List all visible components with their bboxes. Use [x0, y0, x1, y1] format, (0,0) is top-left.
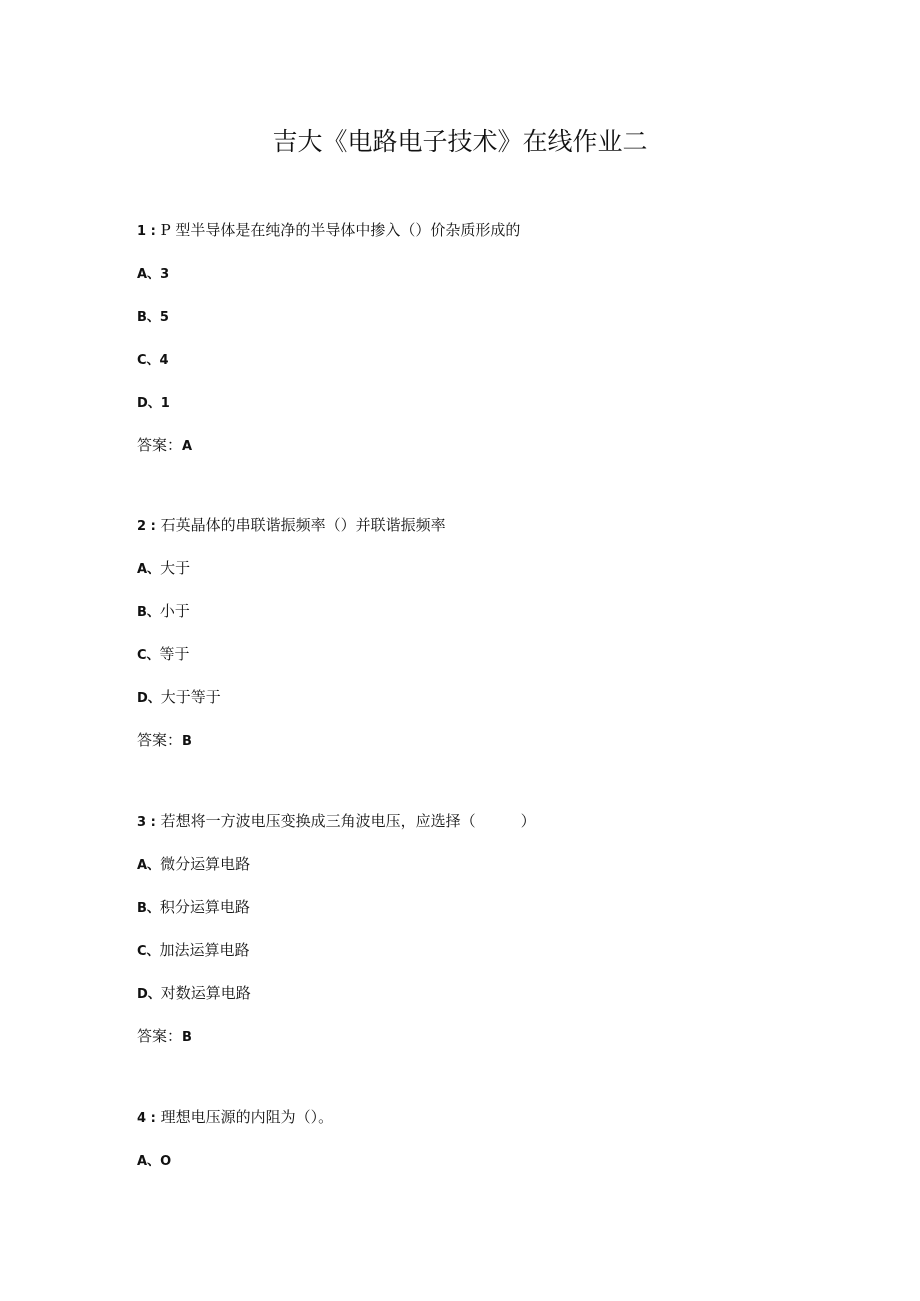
page-title: 吉大《电路电子技术》在线作业二 — [272, 127, 648, 156]
option-text: 3 — [160, 267, 170, 282]
question-number: 4 : — [137, 1111, 156, 1126]
answer-value: B — [182, 1030, 192, 1045]
option-b — [137, 897, 837, 940]
option-text: 积分运算电路 — [159, 898, 250, 916]
option-a — [137, 1150, 837, 1193]
question-number: 3 : — [137, 815, 156, 830]
question-3 — [137, 811, 837, 1069]
option-c — [137, 940, 837, 983]
option-text: 1 — [160, 396, 170, 411]
question-4 — [137, 1107, 837, 1193]
option-c — [137, 349, 837, 392]
option-key: D、 — [137, 396, 161, 411]
option-text: 大于 — [160, 559, 191, 577]
option-d — [137, 687, 837, 730]
option-a — [137, 558, 837, 601]
option-text: 等于 — [159, 645, 190, 663]
option-a — [137, 263, 837, 306]
option-key: A、 — [137, 562, 161, 577]
option-key: D、 — [137, 987, 161, 1002]
option-text: 4 — [159, 353, 169, 368]
option-key: A、 — [137, 1154, 161, 1169]
question-number: 1 : — [137, 224, 156, 239]
question-stem — [137, 220, 837, 263]
question-2 — [137, 515, 837, 773]
option-text: 大于等于 — [160, 688, 221, 706]
option-d — [137, 392, 837, 435]
option-text: 5 — [159, 310, 169, 325]
option-key: B、 — [137, 901, 160, 916]
question-number: 2 : — [137, 519, 156, 534]
answer-label: 答案： — [137, 1027, 183, 1045]
answer-value: B — [182, 734, 192, 749]
option-text: 微分运算电路 — [160, 855, 251, 873]
option-key: D、 — [137, 691, 161, 706]
question-stem — [137, 811, 837, 854]
question-stem — [137, 1107, 837, 1150]
answer-line — [137, 435, 837, 478]
option-d — [137, 983, 837, 1026]
option-text: 加法运算电路 — [159, 941, 250, 959]
option-key: A、 — [137, 858, 161, 873]
option-key: A、 — [137, 267, 161, 282]
answer-line — [137, 1026, 837, 1069]
option-key: C、 — [137, 944, 160, 959]
question-1 — [137, 220, 837, 478]
option-a — [137, 854, 837, 897]
question-stem — [137, 515, 837, 558]
answer-value: A — [182, 439, 193, 454]
option-c — [137, 644, 837, 687]
question-text: P 型半导体是在纯净的半导体中掺入（）价杂质形成的 — [160, 221, 521, 239]
question-text: 石英晶体的串联谐振频率（）并联谐振频率 — [160, 516, 446, 534]
answer-line — [137, 730, 837, 773]
answer-label: 答案： — [137, 436, 183, 454]
question-text: 若想将一方波电压变换成三角波电压，应选择（ ） — [160, 812, 536, 830]
option-text: O — [160, 1154, 172, 1169]
option-key: C、 — [137, 648, 160, 663]
option-key: C、 — [137, 353, 160, 368]
option-text: 小于 — [159, 602, 190, 620]
option-key: B、 — [137, 605, 160, 620]
option-text: 对数运算电路 — [160, 984, 251, 1002]
option-b — [137, 601, 837, 644]
question-text: 理想电压源的内阻为（）。 — [160, 1108, 334, 1126]
answer-label: 答案： — [137, 731, 183, 749]
option-b — [137, 306, 837, 349]
option-key: B、 — [137, 310, 160, 325]
